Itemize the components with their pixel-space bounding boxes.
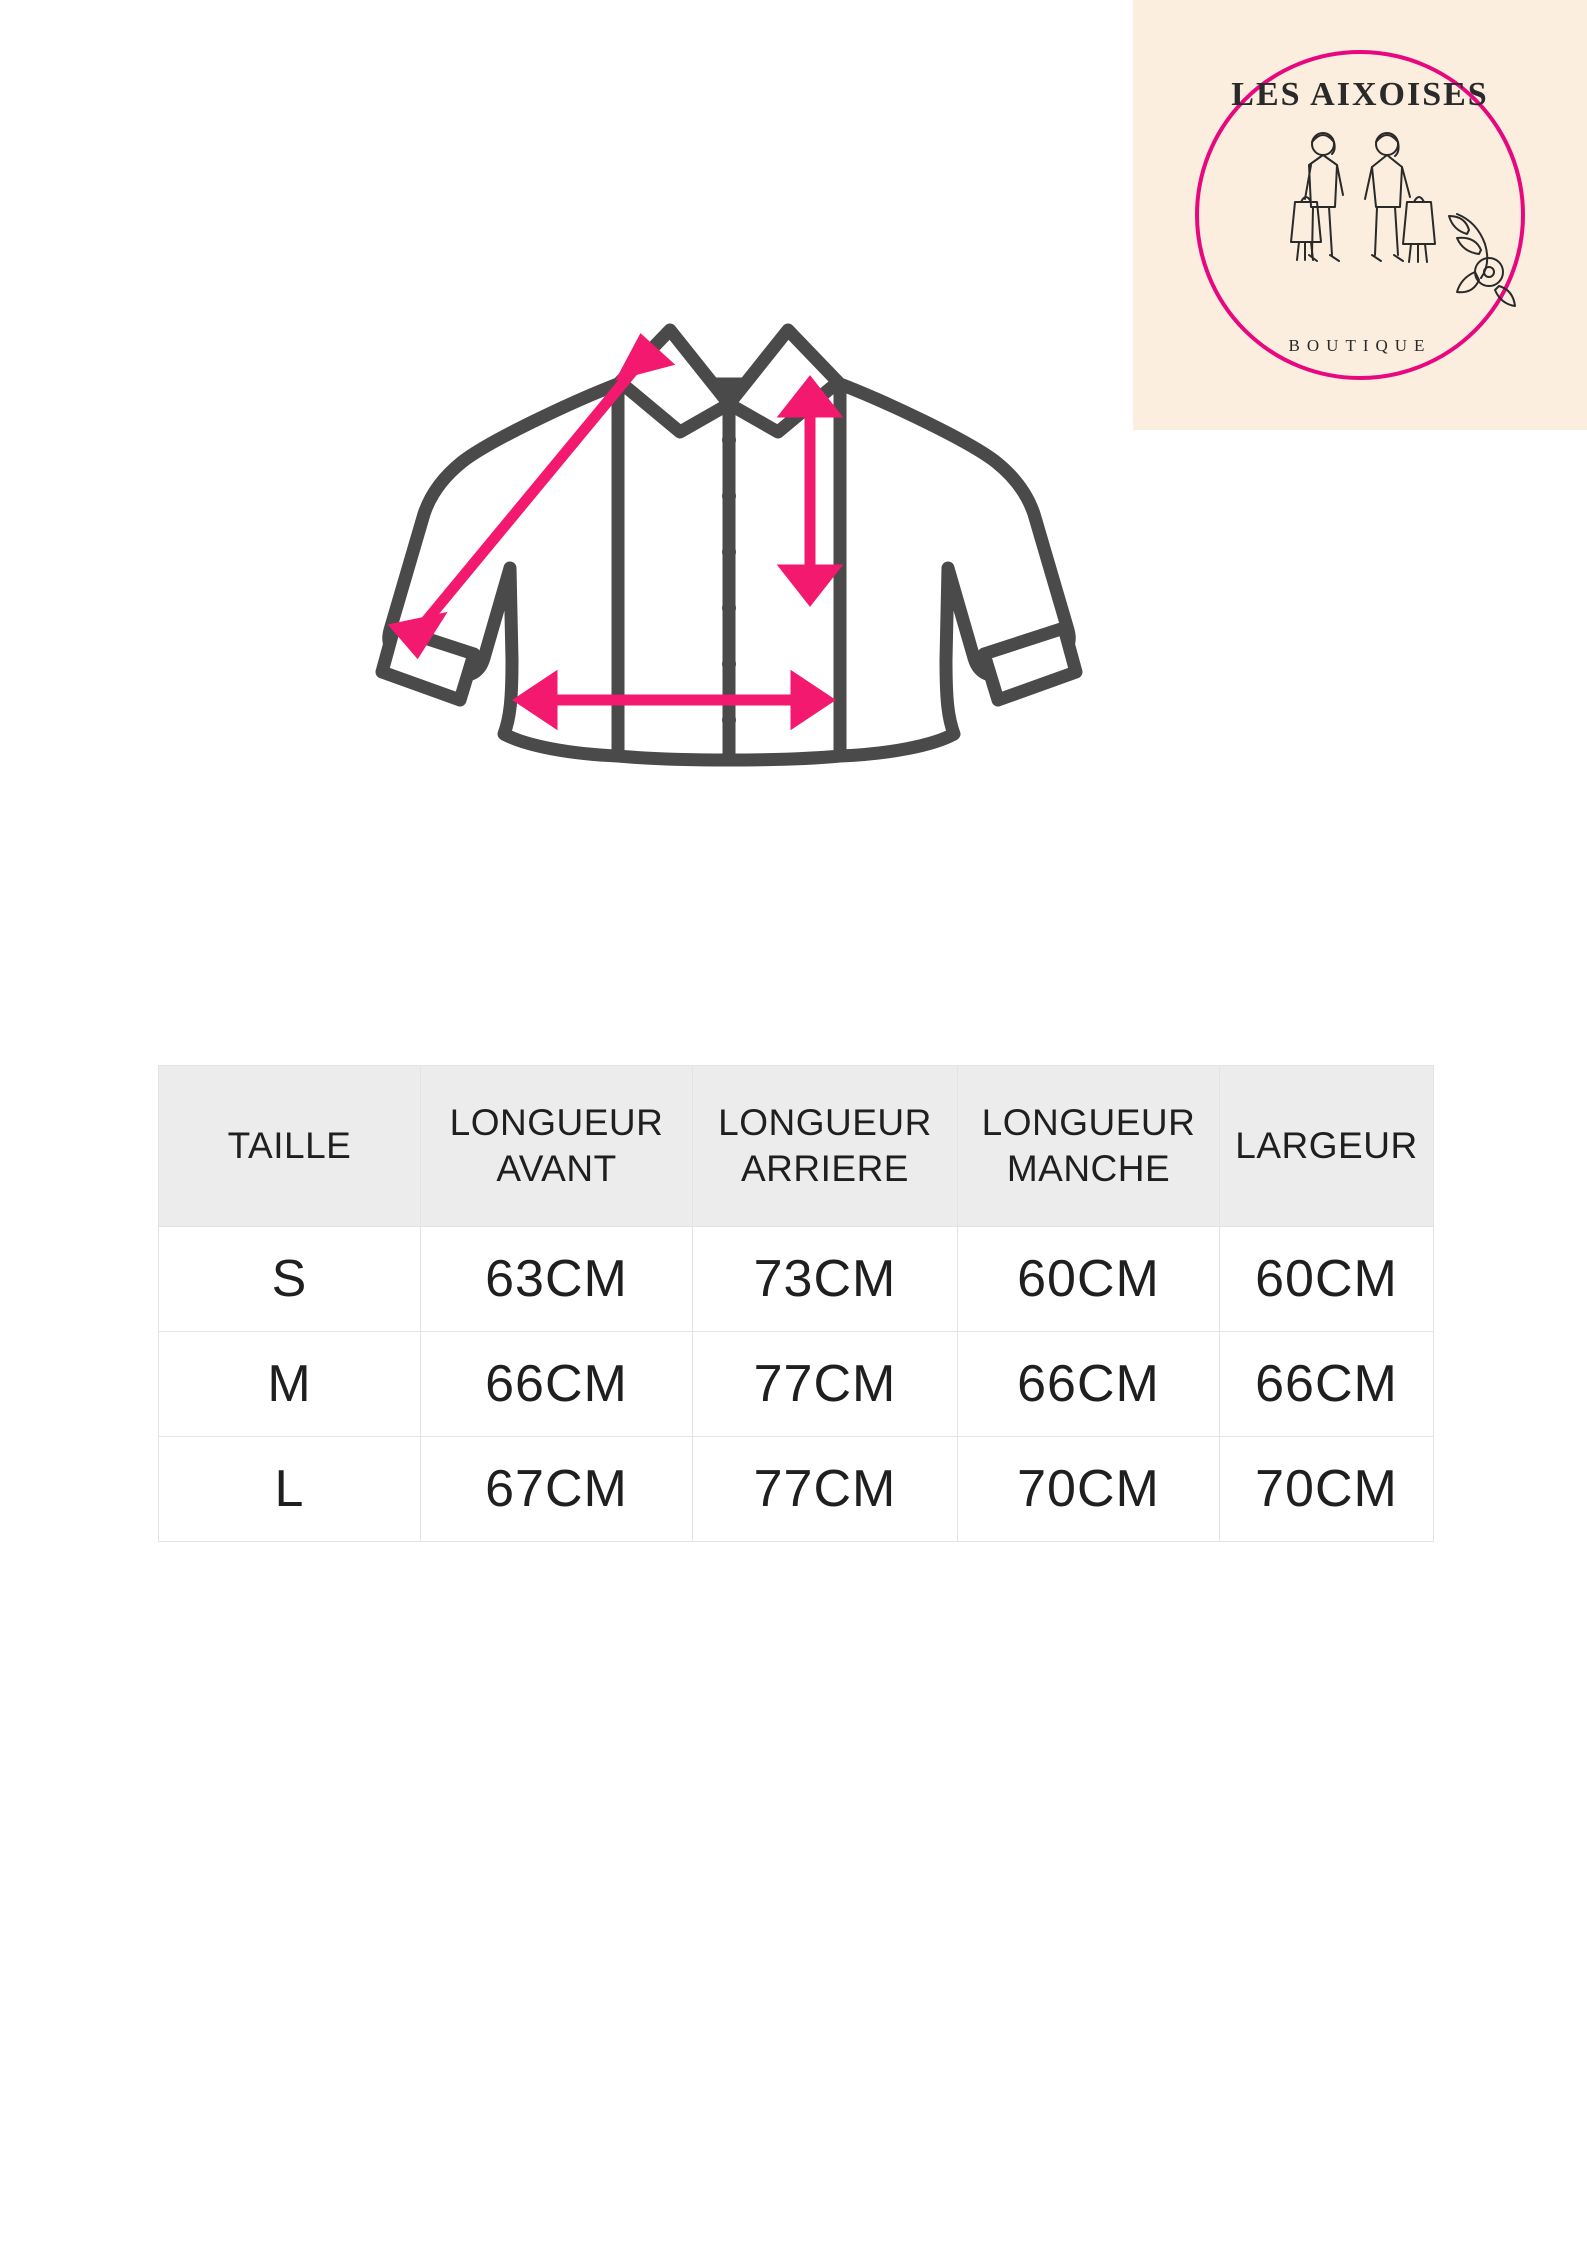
header-longueur-avant: LONGUEUR AVANT — [421, 1066, 693, 1227]
table-row — [159, 1332, 1434, 1437]
cell-longueur-arriere: 77CM — [693, 1437, 958, 1542]
cell-longueur-arriere: 77CM — [693, 1332, 958, 1437]
header-longueur-arriere: LONGUEUR ARRIERE — [693, 1066, 958, 1227]
cell-longueur-avant: 66CM — [421, 1332, 693, 1437]
cell-largeur: 66CM — [1220, 1332, 1434, 1437]
header-taille: TAILLE — [159, 1066, 421, 1227]
cell-size: L — [159, 1437, 421, 1542]
header-longueur-manche: LONGUEUR MANCHE — [958, 1066, 1220, 1227]
cell-size: M — [159, 1332, 421, 1437]
cell-largeur: 60CM — [1220, 1227, 1434, 1332]
cell-longueur-avant: 63CM — [421, 1227, 693, 1332]
size-chart-table — [158, 1065, 1434, 1542]
cell-longueur-arriere: 73CM — [693, 1227, 958, 1332]
shirt-measurement-diagram — [370, 300, 1090, 870]
cell-longueur-manche: 70CM — [958, 1437, 1220, 1542]
table-header-row — [159, 1066, 1434, 1227]
cell-longueur-avant: 67CM — [421, 1437, 693, 1542]
brand-name-top: LES AIXOISES — [1231, 76, 1489, 113]
brand-logo-panel — [1133, 0, 1587, 430]
cell-longueur-manche: 66CM — [958, 1332, 1220, 1437]
two-women-shopping-icon — [1195, 122, 1525, 312]
table-row — [159, 1227, 1434, 1332]
table-row — [159, 1437, 1434, 1542]
header-largeur: LARGEUR — [1220, 1066, 1434, 1227]
cell-size: S — [159, 1227, 421, 1332]
brand-name-bottom: BOUTIQUE — [1288, 336, 1432, 355]
logo-circle — [1195, 50, 1525, 380]
cell-longueur-manche: 60CM — [958, 1227, 1220, 1332]
cell-largeur: 70CM — [1220, 1437, 1434, 1542]
